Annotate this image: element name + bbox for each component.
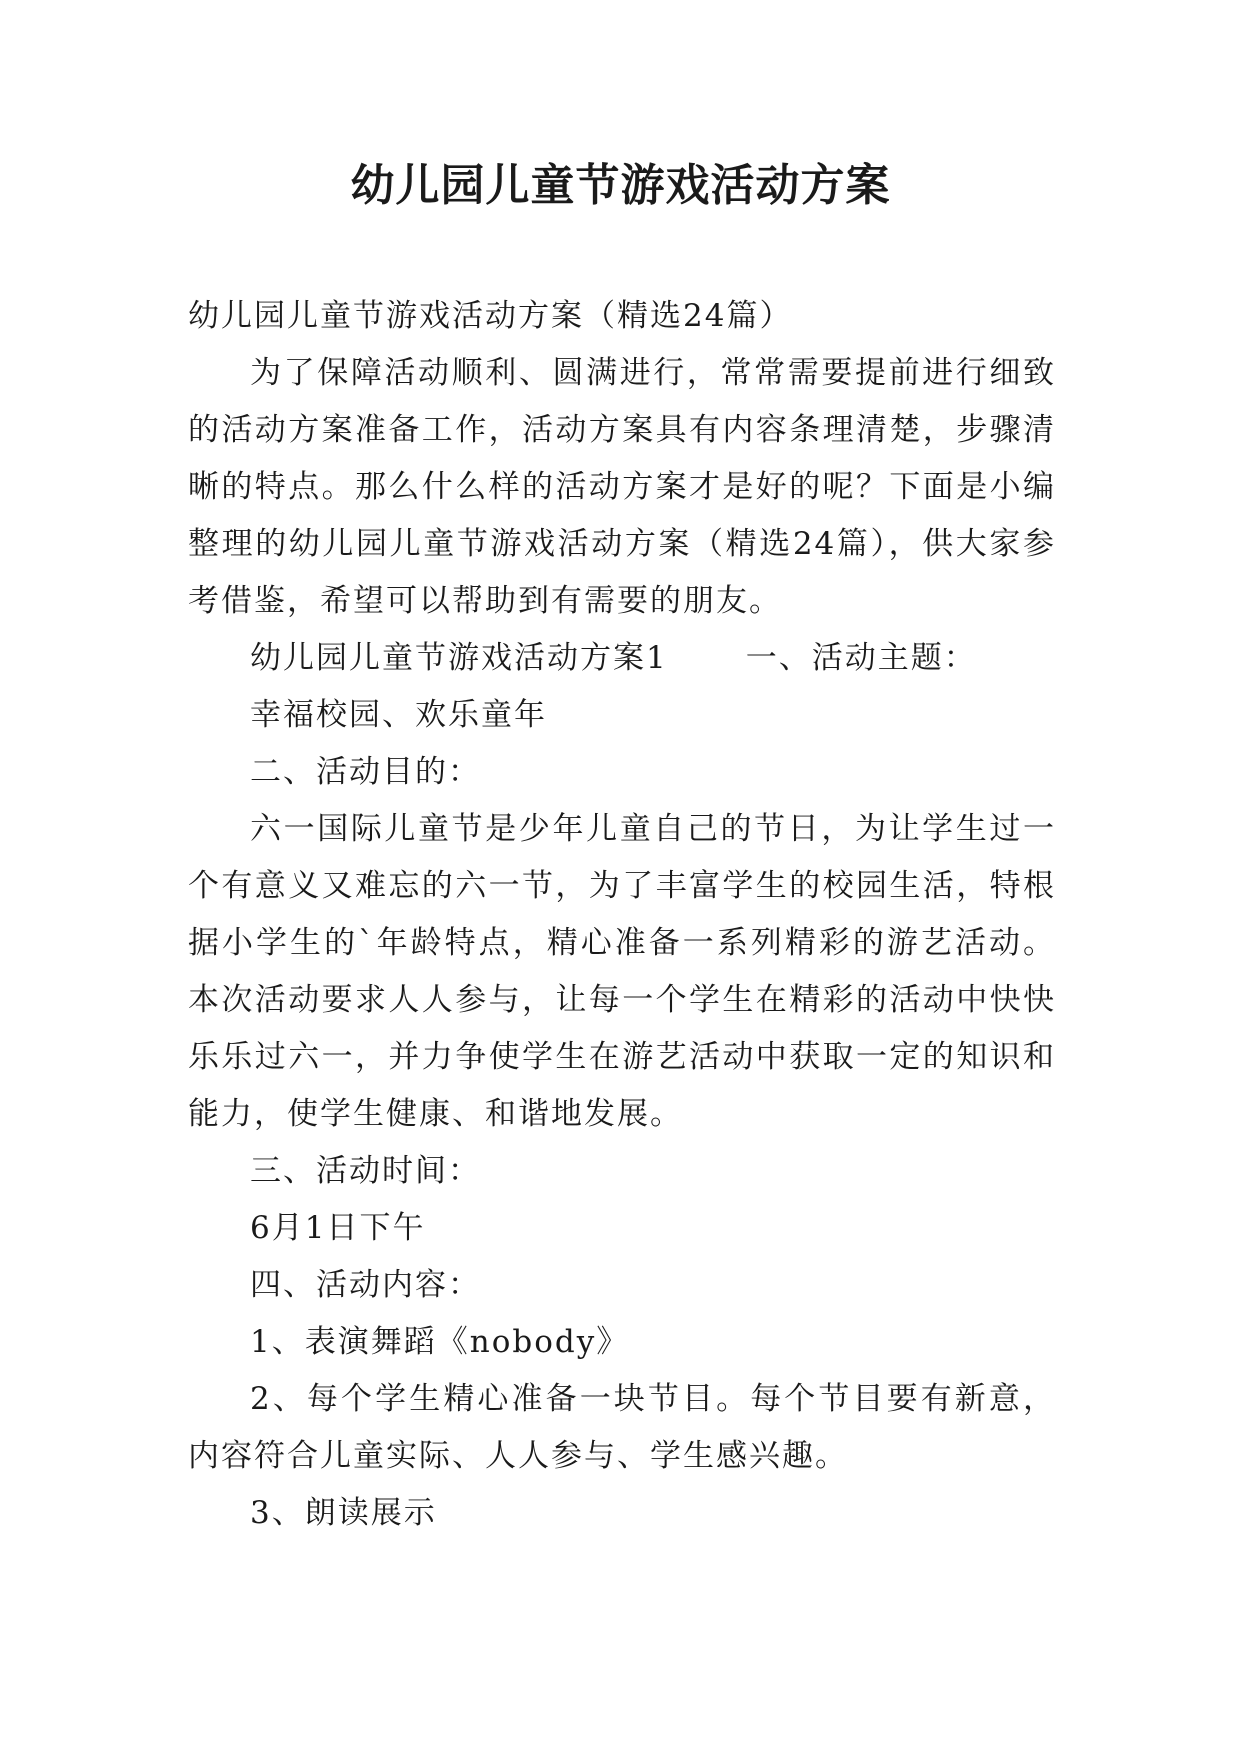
section2-heading: 二、活动目的：	[250, 754, 481, 790]
section3-heading: 三、活动时间：	[250, 1153, 481, 1189]
document-title: 幼儿园儿童节游戏活动方案	[350, 160, 891, 211]
section1-text: 幸福校园、欢乐童年	[250, 697, 547, 733]
section4-heading: 四、活动内容：	[250, 1267, 481, 1303]
section1-heading: 一、活动主题：	[745, 640, 977, 676]
content-item-2: 2、每个学生精心准备一块节目。每个节目要有新意，内容符合儿童实际、人人参与、学生感兴趣。	[188, 1381, 1056, 1474]
plan-heading: 幼儿园儿童节游戏活动方案1	[250, 640, 668, 676]
document-body	[188, 288, 1056, 1542]
content-item-3: 3、朗读展示	[250, 1495, 437, 1531]
section2-text: 六一国际儿童节是少年儿童自己的节日，为让学生过一个有意义又难忘的六一节，为了丰富学生的校园生活，特根据小学生的`年龄特点，精心准备一系列精彩的游艺活动。本次活动要求人人参与，让每一个学生在精彩的活动中快快乐乐过六一，并力争使学生在游艺活动中获取一定的知识和能力，使学生健康、和谐地发展。	[188, 811, 1056, 1132]
section3-text: 6月1日下午	[250, 1210, 426, 1246]
intro-paragraph: 为了保障活动顺利、圆满进行，常常需要提前进行细致的活动方案准备工作，活动方案具有内容条理清楚，步骤清晰的特点。那么什么样的活动方案才是好的呢？下面是小编整理的幼儿园儿童节游戏活动方案（精选24篇），供大家参考借鉴，希望可以帮助到有需要的朋友。	[188, 355, 1056, 619]
subtitle: 幼儿园儿童节游戏活动方案（精选24篇）	[188, 298, 793, 334]
content-item-1: 1、表演舞蹈《nobody》	[250, 1324, 630, 1360]
plan-heading-line	[188, 630, 1056, 687]
